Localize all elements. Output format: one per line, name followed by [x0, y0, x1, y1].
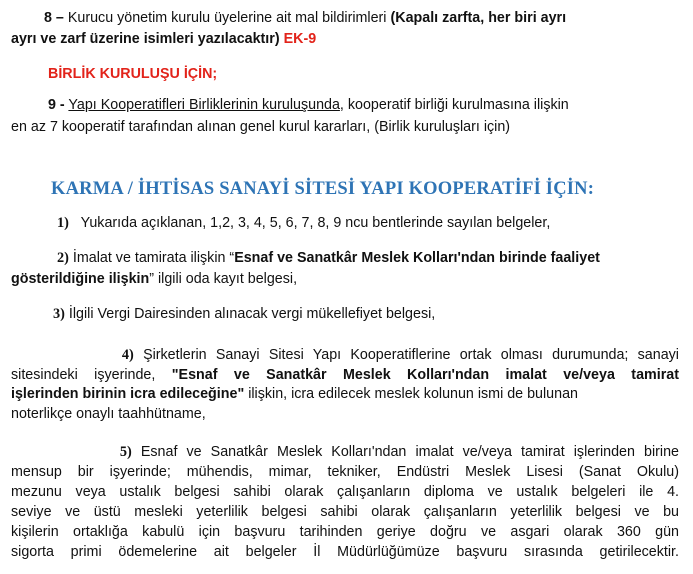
item-9-line-2: en az 7 kooperatif tarafından alınan genel kurul kararları, (Birlik kuruluşları için): [11, 119, 511, 135]
list-item-4-line-1: [11, 346, 679, 365]
list-item-4-line-2-bold: "Esnaf ve Sanatkâr Meslek Kolları'ndan imalat ve/veya tamirat: [171, 367, 679, 383]
list-item-3-text: İlgili Vergi Dairesinden alınacak vergi mükellefiyet belgesi,: [68, 306, 436, 322]
list-item-4-line-2-text: sitesindeki işyerinde,: [11, 367, 156, 383]
list-item-1: [57, 214, 550, 233]
union-heading: BİRLİK KURULUŞU İÇİN;: [48, 66, 218, 82]
list-item-1-number: 1): [57, 215, 69, 231]
list-item-5-line-6: sigorta primi ödemelerine ait belgeler İl Müdürlüğümüze başvuru sırasında getirilecektir.: [11, 544, 679, 560]
list-item-2-text-b: ” ilgili oda kayıt belgesi,: [149, 271, 298, 287]
item-8-number: 8 –: [44, 10, 64, 26]
section-heading: KARMA / İHTİSAS SANAYİ SİTESİ YAPI KOOPERATİFİ İÇİN:: [51, 179, 595, 199]
list-item-3: [53, 305, 435, 324]
list-item-4-line-4: noterlikçe onaylı taahhütname,: [11, 406, 206, 422]
list-item-4-number: 4): [121, 347, 134, 363]
list-item-5-line-5: kişilerin ortaklığa kabulü için başvuru tarihinden geriye doğru ve asgari olarak 360 gün: [11, 524, 679, 540]
list-item-1-text: Yukarıda açıklanan, 1,2, 3, 4, 5, 6, 7, 8, 9 ncu bentlerinde sayılan belgeler,: [80, 215, 551, 231]
item-8-bold-a: (Kapalı zarfta, her biri ayrı: [390, 10, 567, 26]
item-8-line-1: [44, 9, 566, 28]
list-item-3-number: 3): [53, 306, 65, 322]
list-item-2-line-1: [57, 249, 600, 268]
item-9-number: 9 -: [48, 97, 65, 113]
list-item-4-line-3-bold: işlerinden birinin icra edileceğine": [11, 386, 245, 402]
list-item-4-line-3-text: ilişkin, icra edilecek meslek kolunun ismi de bulunan: [248, 386, 578, 402]
item-8-bold-b: ayrı ve zarf üzerine isimleri yazılacaktır): [11, 31, 280, 47]
list-item-5-line-4: seviye ve üstü mesleki yeterlilik belgesi sahibi olarak çalışanların yeterlilik belgesi ve bu: [11, 504, 679, 520]
list-item-5-line-2: mensup bir işyerinde; mühendis, mimar, tekniker, Endüstri Meslek Lisesi (Sanat Okulu): [11, 464, 679, 480]
list-item-2-text-a: İmalat ve tamirata ilişkin “: [72, 250, 235, 266]
item-9-underlined: Yapı Kooperatifleri Birliklerinin kuruluşunda: [68, 97, 340, 113]
item-8-text: Kurucu yönetim kurulu üyelerine ait mal bildirimleri: [67, 10, 387, 26]
list-item-5-line-1-text: Esnaf ve Sanatkâr Meslek Kolları'ndan imalat ve/veya tamirat işlerinden birine: [140, 444, 679, 460]
item-8-line-2: [11, 30, 316, 49]
list-item-4-line-3: [11, 385, 578, 404]
list-item-5-number: 5): [119, 444, 132, 460]
item-9-line-1: [48, 96, 569, 115]
list-item-4-line-2: [11, 366, 679, 385]
item-8-annex: EK-9: [283, 31, 317, 47]
list-item-2-number: 2): [57, 250, 69, 266]
list-item-5-line-3: mezunu veya ustalık belgesi sahibi olarak çalışanların diploma ve ustalık belgeleri ile 4.: [11, 484, 679, 500]
item-9-text-a: , kooperatif birliği kurulmasına ilişkin: [339, 97, 569, 113]
list-item-2-bold-a: Esnaf ve Sanatkâr Meslek Kolları'ndan birinde faaliyet: [234, 250, 600, 266]
list-item-2-line-2: [11, 270, 297, 289]
list-item-2-bold-b: gösterildiğine ilişkin: [11, 271, 150, 287]
list-item-5-line-1: [11, 443, 679, 462]
list-item-4-line-1-text: Şirketlerin Sanayi Sitesi Yapı Kooperatiflerine ortak olması durumunda; sanayi: [143, 347, 679, 363]
